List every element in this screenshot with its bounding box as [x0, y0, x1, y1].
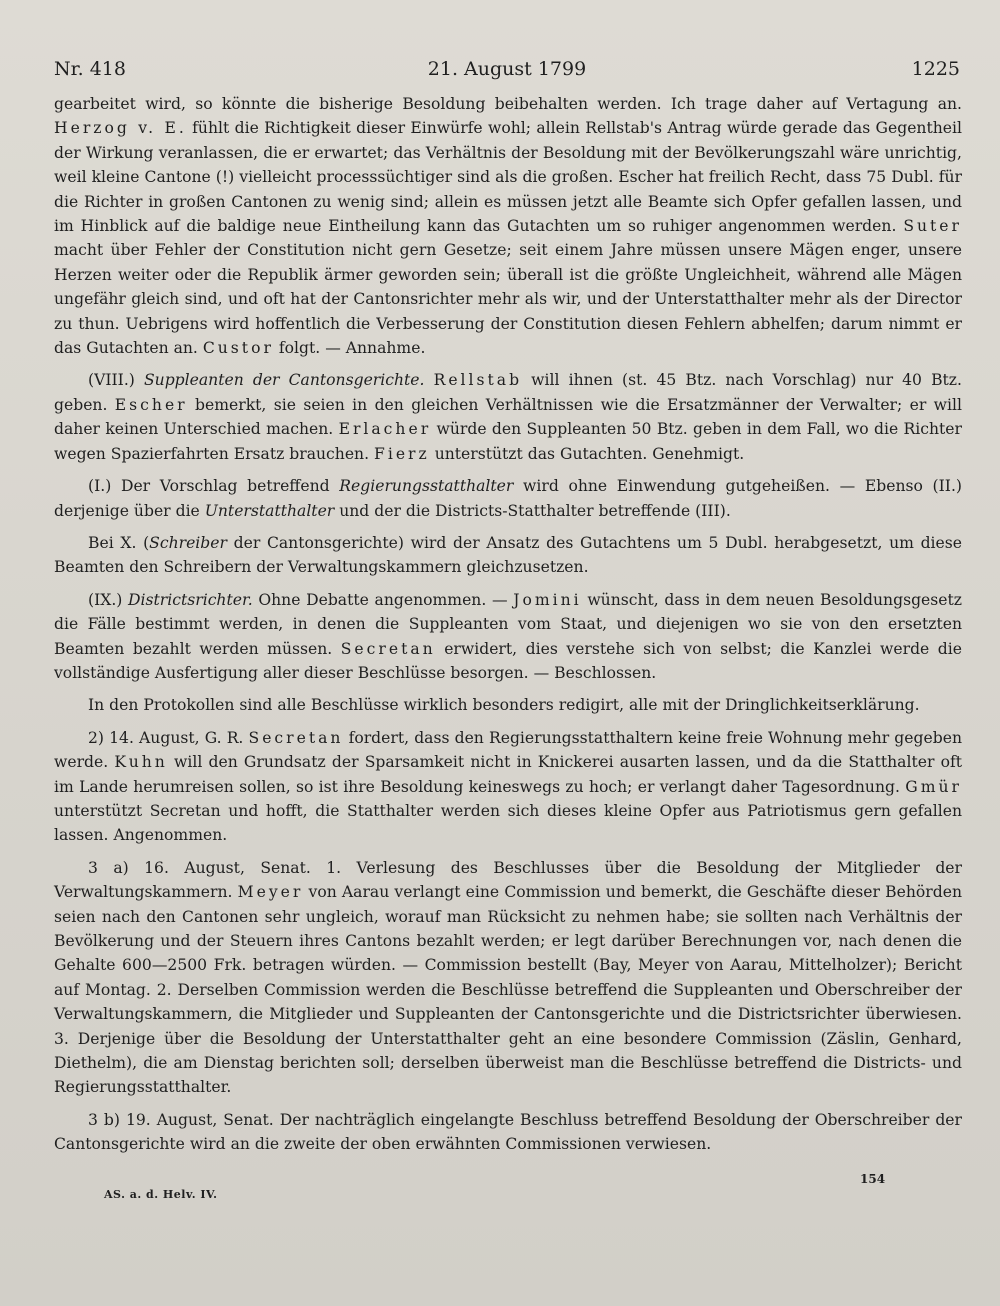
sheet-number: 154: [860, 1172, 886, 1186]
text-run: unterstützt das Gutachten. Genehmigt.: [429, 444, 745, 463]
text-run: wird ohne Einwendung gutgeheißen. — Ebenso (II.) derjenige über die: [54, 477, 962, 520]
document-date: 21. August 1799: [427, 58, 587, 80]
paragraph-5: [54, 588, 962, 686]
section-title: Suppleanten der Cantonsgerichte.: [143, 371, 425, 390]
text-run: erwidert, dies verstehe sich von selbst; die Kanzlei werde die vollständige Ausfertigung aller dieser Beschlüsse besorgen. — Beschlossen.: [54, 639, 962, 682]
speaker-name: Meyer: [237, 883, 304, 902]
body-text: [54, 92, 962, 1165]
text-run: wünscht, dass in dem neuen Besoldungsgesetz die Fälle bestimmt werden, in denen die Suppleanten vom Staat, und diejenigen wo sie von den ersetzten Beamten bezahlt werden müssen.: [54, 590, 962, 658]
speaker-name: Fierz: [374, 444, 430, 463]
text-run: gearbeitet wird, so könnte die bisherige Besoldung beibehalten werden. Ich trage daher auf Vertagung an.: [54, 95, 962, 113]
paragraph-6: In den Protokollen sind alle Beschlüsse wirklich besonders redigirt, alle mit der Dringlichkeitserklärung.: [88, 696, 920, 715]
document-number: Nr. 418: [54, 58, 126, 80]
paragraph-9: 3 b) 19. August, Senat. Der nachträglich eingelangte Beschluss betreffend Besoldung der Oberschreiber der Cantonsgerichte wird an die zweite der oben erwähnten Commissionen verwiesen.: [54, 1110, 962, 1154]
text-run: 3 a) 16. August, Senat. 1. Verlesung des Beschlusses über die Besoldung der Mitglieder der Verwaltungskammern.: [54, 858, 962, 902]
text-run: (I.) Der Vorschlag betreffend: [88, 477, 340, 496]
speaker-name: Erlacher: [338, 420, 432, 439]
section-title: Unterstatthalter: [204, 501, 335, 520]
text-run: (VIII.): [88, 371, 144, 390]
page-number: 1225: [911, 58, 960, 80]
text-run: (IX.): [88, 590, 129, 609]
text-run: fordert, dass den Regierungsstatthaltern keine freie Wohnung mehr gegeben werde.: [54, 728, 962, 772]
speaker-name: Herzog v. E.: [54, 119, 187, 138]
speaker-name: Gmür: [905, 777, 962, 796]
text-run: von Aarau verlangt eine Commission und bemerkt, die Geschäfte dieser Behörden seien nach den Cantonen sehr ungleich, worauf man Rücksicht zu nehmen habe; sie sollten nach Verhältnis der Bevölkerung und der Steuern ihres Cantons bezahlt werden; er legt darüber Berechnungen vor, nach denen die Gehalte 600—2500 Frk. betragen würden. — Commission bestellt (Bay, Meyer von Aarau, Mittelholzer); Bericht auf Montag. 2. Derselben Commission werden die Beschlüsse betreffend die Suppleanten und Oberschreiber der Verwaltungskammern, die Mitglieder und Suppleanten der Cantonsgerichte und die Districtsrichter überwiesen. 3. Derjenige über die Besoldung der Unterstatthalter geht an eine besondere Commission (Zäslin, Genhard, Diethelm), die am Dienstag berichten soll; derselben überweist man die Beschlüsse betreffend die Districts- und Regierungsstatthalter.: [54, 883, 962, 1097]
speaker-name: Suter: [903, 217, 962, 236]
text-run: Ohne Debatte angenommen. —: [252, 590, 514, 609]
text-run: will den Grundsatz der Sparsamkeit nicht in Knickerei ausarten lassen, und da die Statthalter oft im Lande herumreisen sollen, so ist ihre Besoldung keineswegs zu hoch; er verlangt daher Tagesordnung.: [54, 753, 963, 796]
text-run: bemerkt, sie seien in den gleichen Verhältnissen wie die Ersatzmänner der Verwalter; er will daher keinen Unterschied machen.: [54, 395, 962, 439]
paragraph-1: [54, 92, 962, 360]
speaker-name: Secretan: [340, 639, 436, 658]
paragraph-2: [54, 368, 962, 466]
speaker-name: Custor: [202, 339, 274, 358]
section-title: Schreiber: [149, 533, 227, 552]
paragraph-7: [54, 726, 962, 848]
text-run: fühlt die Richtigkeit dieser Einwürfe wohl; allein Rellstab's Antrag würde gerade das Gegentheil der Wirkung veranlassen, die er erwartet; das Verhältnis der Besoldung mit der Bevölkerungszahl wäre unrichtig, weil kleine Cantone (!) vielleicht processsüchtiger sind als die großen. Escher hat freilich Recht, dass 75 Dubl. für die Richter in großen Cantonen zu wenig sind; allein es müssen jetzt alle Beamte sich Opfer gefallen lassen, und im Hinblick auf die baldige neue Eintheilung kann das Gutachten um so ruhiger angenommen werden.: [54, 119, 962, 236]
text-run: macht über Fehler der Constitution nicht gern Gesetze; seit einem Jahre müssen unsere Mägen enger, unsere Herzen weiter oder die Republik ärmer geworden sein; überall ist die größte Ungleichheit, während alle Mägen ungefähr gleich sind, und oft hat der Cantonsrichter mehr als wir, und der Unterstatthalter mehr als der Director zu thun. Uebrigens wird hoffentlich die Verbesserung der Constitution diesen Fehlern abhelfen; darum nimmt er das Gutachten an.: [54, 241, 962, 358]
speaker-name: Kuhn: [114, 753, 168, 772]
text-run: [424, 371, 433, 389]
text-run: unterstützt Secretan und hofft, die Statthalter werden sich dieses kleine Opfer aus Patriotismus gern gefallen lassen. Angenommen.: [54, 801, 962, 845]
text-run: der Cantonsgerichte) wird der Ansatz des Gutachtens um 5 Dubl. herabgesetzt, um diese Beamten den Schreibern der Verwaltungskammern gleichzusetzen.: [54, 533, 963, 577]
section-title: Districtsrichter.: [128, 590, 253, 609]
speaker-name: Rellstab: [433, 371, 523, 390]
text-run: und der die Districts-Statthalter betreffende (III).: [334, 501, 731, 520]
speaker-name: Escher: [114, 395, 188, 414]
speaker-name: Jomini: [513, 590, 582, 609]
section-title: Regierungsstatthalter: [339, 477, 514, 496]
text-run: folgt. — Annahme.: [273, 339, 426, 358]
signature-mark: AS. a. d. Helv. IV.: [104, 1188, 218, 1201]
paragraph-8: [54, 856, 962, 1100]
text-run: 2) 14. August, G. R.: [88, 728, 249, 747]
text-run: würde den Suppleanten 50 Btz. geben in dem Fall, wo die Richter wegen Spazierfahrten Ersatz brauchen.: [54, 420, 962, 463]
paragraph-3: [54, 474, 962, 523]
speaker-name: Secretan: [248, 728, 344, 747]
paragraph-4: [54, 531, 962, 580]
text-run: Bei X. (: [88, 533, 150, 552]
page-header: [54, 58, 960, 88]
text-run: will ihnen (st. 45 Btz. nach Vorschlag) nur 40 Btz. geben.: [54, 371, 962, 414]
